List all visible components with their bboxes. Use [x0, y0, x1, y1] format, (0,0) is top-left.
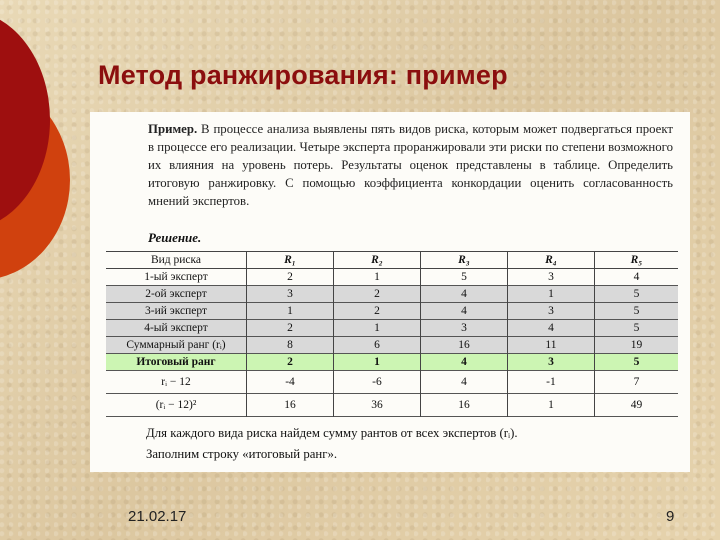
table-cell: 4: [594, 269, 678, 286]
table-row: [106, 371, 678, 394]
table-cell: 2: [247, 320, 334, 337]
table-cell: 1: [333, 320, 420, 337]
table-header: R₄: [507, 252, 594, 269]
table-header: Вид риска: [150, 254, 202, 266]
table-cell: 1: [333, 354, 420, 371]
table-cell: 1: [507, 286, 594, 303]
problem-body: В процессе анализа выявлены пять видов риска, которым может подвергаться проект в процессе его реализации. Четыре эксперта проранжировали эти риски по степени возможного их влияния на уровень потерь. Результаты оценок представлены в таблице. Определить итоговую ранжировку. С помощью коэффициента конкордации оценить согласованность мнений экспертов.: [148, 122, 673, 208]
table-cell: 2: [247, 269, 334, 286]
table-cell: 5: [420, 269, 507, 286]
table-cell: 4: [507, 320, 594, 337]
problem-lead: Пример.: [148, 122, 198, 136]
ranking-table: [106, 251, 678, 417]
row-label: (rᵢ − 12)²: [155, 399, 197, 411]
table-cell: 3: [420, 320, 507, 337]
row-label: Итоговый ранг: [106, 354, 247, 371]
table-row-final-rank: [106, 354, 678, 371]
table-cell: 4: [420, 303, 507, 320]
table-cell: -6: [333, 371, 420, 394]
table-row: [106, 320, 678, 337]
table-row: [106, 337, 678, 354]
table-header: R₁: [247, 252, 334, 269]
table-cell: 8: [247, 337, 334, 354]
table-cell: 1: [247, 303, 334, 320]
table-cell: 5: [594, 303, 678, 320]
example-panel: [90, 112, 690, 472]
table-cell: 2: [333, 286, 420, 303]
table-cell: 16: [247, 394, 334, 417]
table-cell: 1: [333, 269, 420, 286]
row-label: 4-ый эксперт: [106, 320, 247, 337]
table-header-row: [106, 252, 678, 269]
table-cell: -1: [507, 371, 594, 394]
slide-date: 21.02.17: [128, 508, 187, 525]
table-cell: 5: [594, 320, 678, 337]
row-label: 3-ий эксперт: [106, 303, 247, 320]
table-cell: 49: [594, 394, 678, 417]
row-label: 2-ой эксперт: [106, 286, 247, 303]
table-cell: 7: [594, 371, 678, 394]
table-header: R₃: [420, 252, 507, 269]
table-header: R₂: [333, 252, 420, 269]
table-cell: 16: [420, 337, 507, 354]
table-cell: 6: [333, 337, 420, 354]
table-cell: 11: [507, 337, 594, 354]
table-cell: 5: [594, 354, 678, 371]
problem-text: [148, 120, 673, 210]
table-cell: 36: [333, 394, 420, 417]
table-cell: 5: [594, 286, 678, 303]
table-cell: 3: [507, 354, 594, 371]
row-label: rᵢ − 12: [161, 376, 191, 388]
slide-title: Метод ранжирования: пример: [98, 60, 508, 90]
table-cell: 1: [507, 394, 594, 417]
table-row: [106, 303, 678, 320]
slide-number: 9: [666, 508, 675, 525]
table-cell: -4: [247, 371, 334, 394]
row-label: 1-ый эксперт: [144, 271, 208, 283]
table-cell: 2: [247, 354, 334, 371]
table-cell: 2: [333, 303, 420, 320]
table-row: [106, 394, 678, 417]
table-cell: 3: [247, 286, 334, 303]
table-cell: 16: [420, 394, 507, 417]
table-cell: 3: [507, 269, 594, 286]
table-row: [106, 269, 678, 286]
table-cell: 4: [420, 371, 507, 394]
row-label: Суммарный ранг (rᵢ): [106, 337, 247, 354]
table-cell: 19: [594, 337, 678, 354]
table-cell: 4: [420, 354, 507, 371]
note-final-rank: Заполним строку «итоговый ранг».: [146, 447, 338, 461]
table-header: R₅: [594, 252, 678, 269]
table-cell: 3: [507, 303, 594, 320]
note-sum-ranks: Для каждого вида риска найдем сумму рантов от всех экспертов (rᵢ).: [146, 426, 518, 440]
solution-label: Решение.: [148, 230, 202, 245]
table-row: [106, 286, 678, 303]
table-cell: 4: [420, 286, 507, 303]
